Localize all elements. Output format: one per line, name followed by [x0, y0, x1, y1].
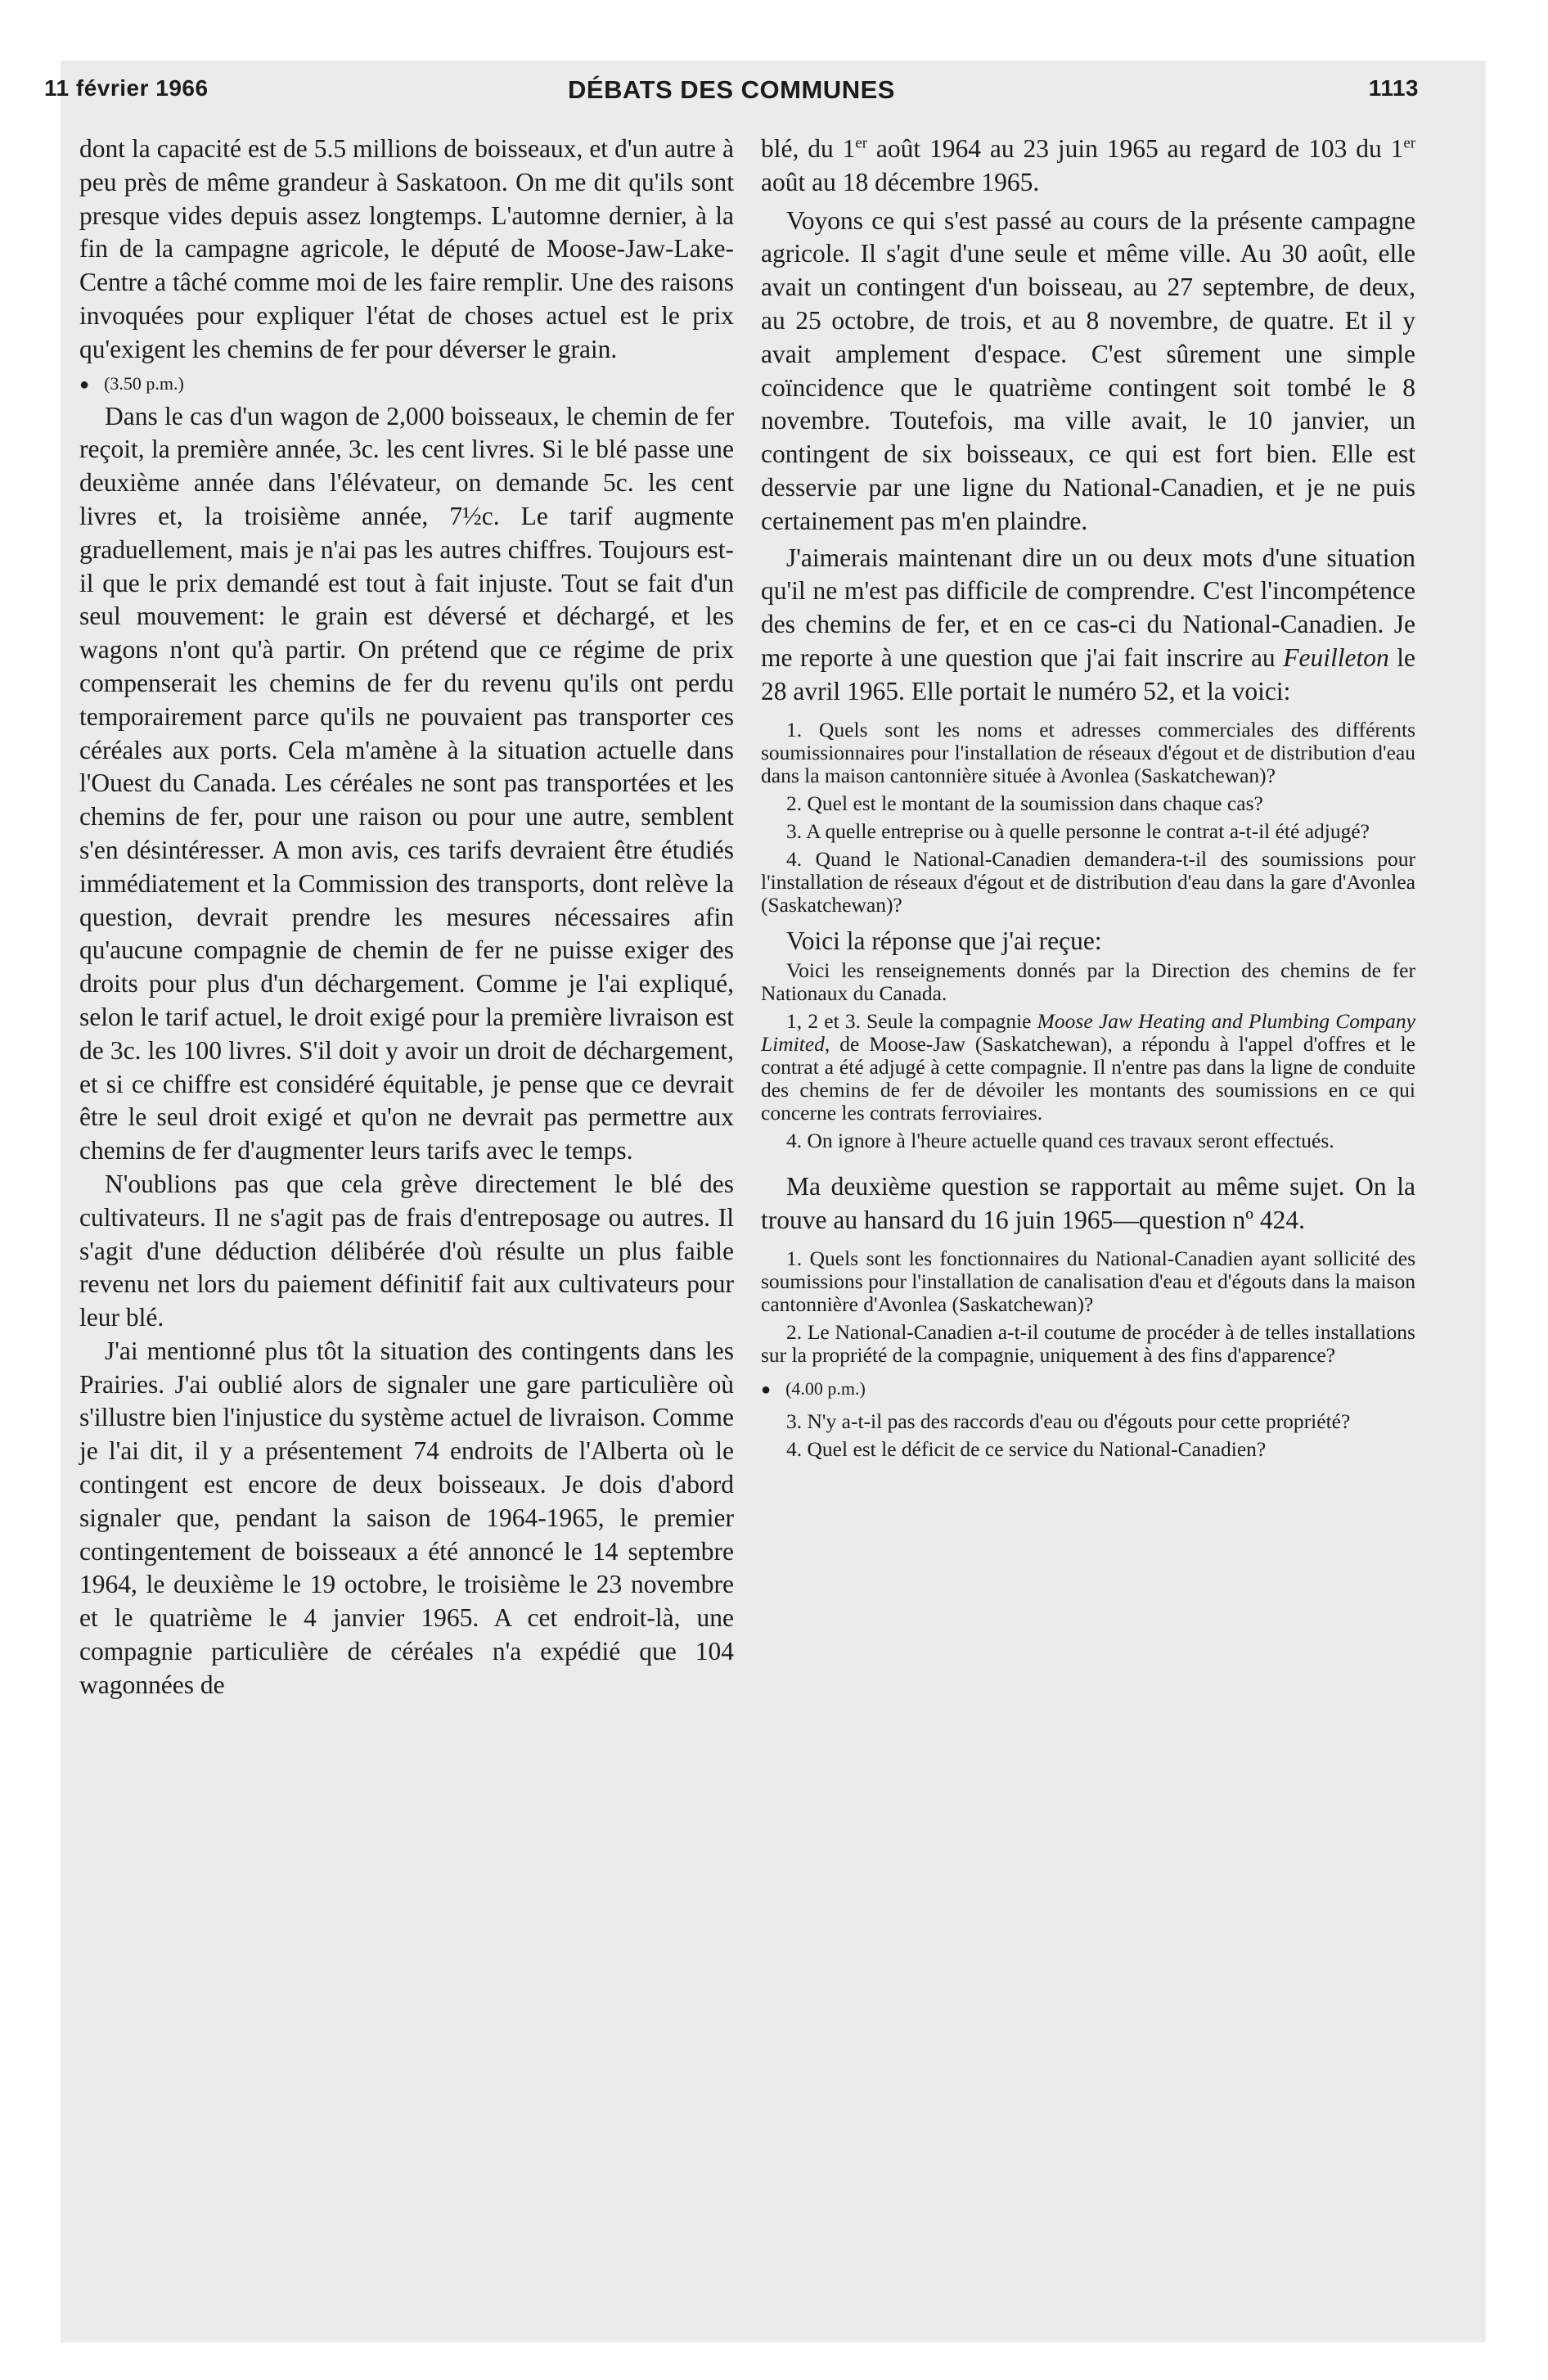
paragraph-text: août au 18 décembre 1965.: [761, 167, 1040, 196]
paragraph-text: J'aimerais maintenant dire un ou deux mots d'une situation qu'il ne m'est pas difficile de comprendre. C'est l'incompétence des chemins de fer, et en ce cas-ci du National-Canadien. Je me reporte à une question que j'ai fait inscrire au: [761, 543, 1415, 672]
header-date: 11 février 1966: [44, 75, 209, 101]
paragraph: J'ai mentionné plus tôt la situation des contingents dans les Prairies. J'ai oublié alors de signaler une gare particulière où s'illustre bien l'injustice du système actuel de livraison. Comme je l'ai dit, il y a présentement 74 endroits de l'Alberta où le contingent est encore de deux boisseaux. Je dois d'abord signaler que, pendant la saison de 1964-1965, le premier contingentement de boisseaux a été annoncé le 14 septembre 1964, le deuxième le 19 octobre, le troisième le 23 novembre et le quatrième le 4 janvier 1965. A cet endroit-là, une compagnie particulière de céréales n'a expédié que 104 wagonnées de: [79, 1336, 734, 1699]
page-number: 1113: [1368, 75, 1419, 101]
answer-intro: Voici la réponse que j'ai reçue:: [786, 926, 1102, 955]
paragraph: dont la capacité est de 5.5 millions de boisseaux, et d'un autre à peu près de même grandeur à Saskatoon. On me dit qu'ils sont presque vides depuis assez longtemps. L'automne dernier, à la fin de la campagne agricole, le député de Moose-Jaw-Lake-Centre a tâché comme moi de les faire remplir. Une des raisons invoquées pour expliquer l'état de choses actuel est le prix qu'exigent les chemins de fer pour déverser le grain.: [79, 134, 734, 363]
time-marker-text: (3.50 p.m.): [104, 372, 184, 394]
question-item: 4. Quel est le déficit de ce service du National-Canadien?: [786, 1436, 1267, 1461]
question-item: 1. Quels sont les fonctionnaires du National-Canadien ayant sollicité des soumissions pour l'installation de canalisation d'eau et d'égouts dans la maison cantonnière d'Avonlea (Saskatchewan)?: [761, 1246, 1415, 1316]
italic-text: Feuilleton: [1283, 642, 1389, 672]
page-header: [44, 75, 1419, 116]
italic-text: Moose Jaw Heating and Plumbing Company Limited: [761, 1009, 1415, 1057]
question-item: 3. N'y a-t-il pas des raccords d'eau ou d'égouts pour cette propriété?: [786, 1409, 1351, 1433]
paragraph-text: août 1964 au 23 juin 1965 au regard de 103 du 1: [867, 134, 1404, 163]
paragraph: Voyons ce qui s'est passé au cours de la présente campagne agricole. Il s'agit d'une seule et même ville. Au 30 août, elle avait un contingent d'un boisseau, au 27 septembre, de deux, au 25 octobre, de trois, et au 8 novembre, de quatre. Et il y avait amplement d'espace. C'est sûrement une simple coïncidence que le quatrième contingent soit tombé le 8 novembre. Toutefois, ma ville avait, le 10 janvier, un contingent de six boisseaux, ce qui est fort bien. Elle est desservie par une ligne du National-Canadien, et je ne puis certainement pas m'en plaindre.: [761, 205, 1415, 535]
paragraph: N'oublions pas que cela grève directement le blé des cultivateurs. Il ne s'agit pas de frais d'entreposage ou autres. Il s'agit d'une déduction délibérée d'où résulte un plus faible revenu net lors du paiement définitif fait aux cultivateurs pour leur blé.: [79, 1169, 734, 1332]
answer-text: , de Moose-Jaw (Saskatchewan), a répondu à l'appel d'offres et le contrat a été adjugé à cette compagnie. Il n'entre pas dans la ligne de conduite des chemins de fer de dévoiler les montants des soumissions en ce qui concerne les contrats ferroviaires.: [761, 1032, 1415, 1125]
paragraph: Ma deuxième question se rapportait au même sujet. On la trouve au hansard du 16 juin 1965—question nº 424.: [761, 1172, 1415, 1235]
question-item: 2. Quel est le montant de la soumission dans chaque cas?: [786, 791, 1263, 815]
header-title: DÉBATS DES COMMUNES: [568, 75, 895, 104]
paragraph: Dans le cas d'un wagon de 2,000 boisseaux, le chemin de fer reçoit, la première année, 3c. les cent livres. Si le blé passe une deuxième année dans l'élévateur, on demande 5c. les cent livres et, la troisième année, 7½c. Le tarif augmente graduellement, mais je n'ai pas les autres chiffres. Toujours est-il que le prix demandé est tout à fait injuste. Tout se fait d'un seul mouvement: le grain est déversé et déchargé, et les wagons n'ont qu'à partir. On prétend que ce régime de prix compenserait les chemins de fer du revenu qu'ils ont perdu temporairement parce qu'ils ne pouvaient pas transporter ces céréales aux ports. Cela m'amène à la situation actuelle dans l'Ouest du Canada. Les céréales ne sont pas transportées et les chemins de fer, pour une raison ou pour une autre, semblent s'en désintéresser. A mon avis, ces tarifs devraient être étudiés immédiatement et la Commission des transports, dont relève la question, devrait prendre les mesures nécessaires afin qu'aucune compagnie de chemin de fer ne puisse exiger des droits pour plus d'un déchargement. Comme je l'ai expliqué, selon le tarif actuel, le droit exigé pour la première livraison est de 3c. les 100 livres. S'il doit y avoir un droit de déchargement, et si ce chiffre est considéré équitable, je pense que ce devrait être le seul droit exigé et qu'on ne devrait pas permettre aux chemins de fer d'augmenter leurs tarifs avec le temps.: [79, 401, 734, 1165]
question-item: 1. Quels sont les noms et adresses commerciales des différents soumissionnaires pour l'installation de réseaux d'égout et de distribution d'eau dans la maison cantonnière située à Avonlea (Saskatchewan)?: [761, 717, 1415, 787]
question-item: 4. Quand le National-Canadien demandera-t-il des soumissions pour l'installation de réseaux d'égout et de distribution d'eau dans la gare d'Avonlea (Saskatchewan)?: [761, 846, 1415, 917]
superscript: er: [1403, 134, 1415, 152]
time-marker-text: (4.00 p.m.): [785, 1377, 866, 1399]
answer-item: 4. On ignore à l'heure actuelle quand ces travaux seront effectués.: [786, 1129, 1334, 1153]
answer-text: 1, 2 et 3. Seule la compagnie: [786, 1009, 1037, 1034]
time-marker: [79, 368, 734, 400]
bullet-icon: ●: [79, 375, 90, 394]
answer-item: [761, 1010, 1415, 1125]
answer-item: Voici les renseignements donnés par la Direction des chemins de fer Nationaux du Canada.: [761, 958, 1415, 1006]
right-column: [761, 133, 1415, 1461]
question-item: 3. A quelle entreprise ou à quelle personne le contrat a-t-il été adjugé?: [786, 818, 1370, 843]
paragraph: [761, 542, 1415, 709]
time-marker: [761, 1373, 1415, 1405]
paragraph-text: blé, du 1: [761, 134, 856, 163]
question-item: 2. Le National-Canadien a-t-il coutume de procéder à de telles installations sur la propriété de la compagnie, uniquement à des fins d'apparence?: [761, 1319, 1415, 1367]
left-column: [79, 133, 734, 1702]
paragraph-text: le 28 avril 1965. Elle portait le numéro 52, et la voici:: [761, 642, 1416, 705]
bullet-icon: ●: [761, 1380, 772, 1399]
paragraph: [761, 133, 1415, 200]
superscript: er: [855, 134, 868, 152]
